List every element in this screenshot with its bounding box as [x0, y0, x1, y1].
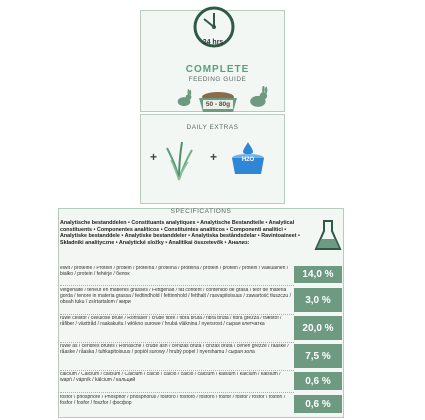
spec-row-fibre [60, 316, 342, 340]
guide-subtitle: FEEDING GUIDE [188, 76, 247, 83]
plus-sign-2: + [210, 150, 218, 164]
water-label: H2O [241, 157, 255, 163]
row-divider [60, 342, 294, 343]
spec-row-calcium [60, 372, 342, 390]
spec-row-label: eiwit / protéine / Protein / protein / proteína / proteína / proteina / protein / protein / protein / valkuainen / białko / protein / fehérje / белок [60, 266, 289, 277]
analytical-constituents-intro: Analytische bestanddelen • Constituants analytiques • Analytische Bestandteile • Analytical constituents • Componentes analíticos • Constituintes analíticos • Componenti analitici • Analytiske bestanddele • Analytiske bestanddeler • Analytiska beståndsdelar • Ravintoaineet • Składniki analityczne • Analytické složky • Analitikai összetevők • Анализ: [60, 220, 300, 246]
small-rabbit-icon [175, 89, 193, 107]
daily-extras-title: DAILY EXTRAS [186, 124, 239, 131]
spec-row-label: fosfor / phosphore / Phosphor / phosphorus / fósforo / fósforo / fosforo / fosfor / fosfor / fosfor / fosfori / fosfor / fosfor / foszfor / фосфор [60, 395, 286, 406]
portion-label: 50 - 80g [205, 101, 231, 108]
row-divider [60, 392, 294, 393]
specifications-heading: SPECIFICATIONS [170, 208, 232, 215]
spec-row-value: 20,0 % [294, 316, 342, 340]
spec-row-label: ruwe as / cendres brutes / Rohasche / crude ash / cenizas bruta / cinzas bruta / ceneri grezze / råaske / råaske / råaska / tuhkapitoisuus / popiół surowy / hrubý popel / nyershamu / сырая зола [60, 344, 289, 355]
row-divider [60, 314, 294, 315]
spec-row-value: 3,0 % [294, 288, 342, 312]
spec-row-label: vetgehalte / teneur en matières grasses / Fettgehalt / fat content / contenido de grasa / teor de matéria gorda / tenore in materia grassa / fedtindhold / fettinnhold / fetthalt / rasvapitoisuus / zawartość tłuszczu / obsah tuku / zsírtartalom / жири [60, 288, 291, 305]
spec-row-value: 0,6 % [294, 372, 342, 390]
row-divider [60, 285, 294, 286]
large-rabbit-icon [248, 86, 270, 108]
spec-row-value: 14,0 % [294, 266, 342, 283]
spec-row-label: ruwe celstof / cellulose brute / Rohfaser / crude fibre / fibra bruta / fibra bruta / fibra grezza / træstof / råfiber / växttråd / raakakuitu / włókno surowe / hrubá vláknina / nyersrost / сырая клетчатка [60, 316, 282, 327]
spec-row-phosphorus [60, 395, 342, 413]
spec-row-value: 7,5 % [294, 344, 342, 368]
spec-row-ash [60, 344, 342, 368]
spec-row-fat [60, 288, 342, 312]
spec-row-value: 0,6 % [294, 395, 342, 413]
guide-title: COMPLETE [185, 64, 250, 75]
spec-row-protein [60, 266, 342, 283]
spec-row-label: calcium / Calcium / calcium / Calcium / calcio / cálcio / calcio / calcium / kalsium / kalcium / kalsium / wapń / vápník / kálcium / кальций [60, 372, 281, 383]
flask-icon [314, 219, 342, 253]
plus-sign-1: + [150, 150, 158, 164]
clock-label: 24 hrs [202, 39, 224, 46]
row-divider [60, 370, 294, 371]
grass-icon [164, 140, 194, 182]
